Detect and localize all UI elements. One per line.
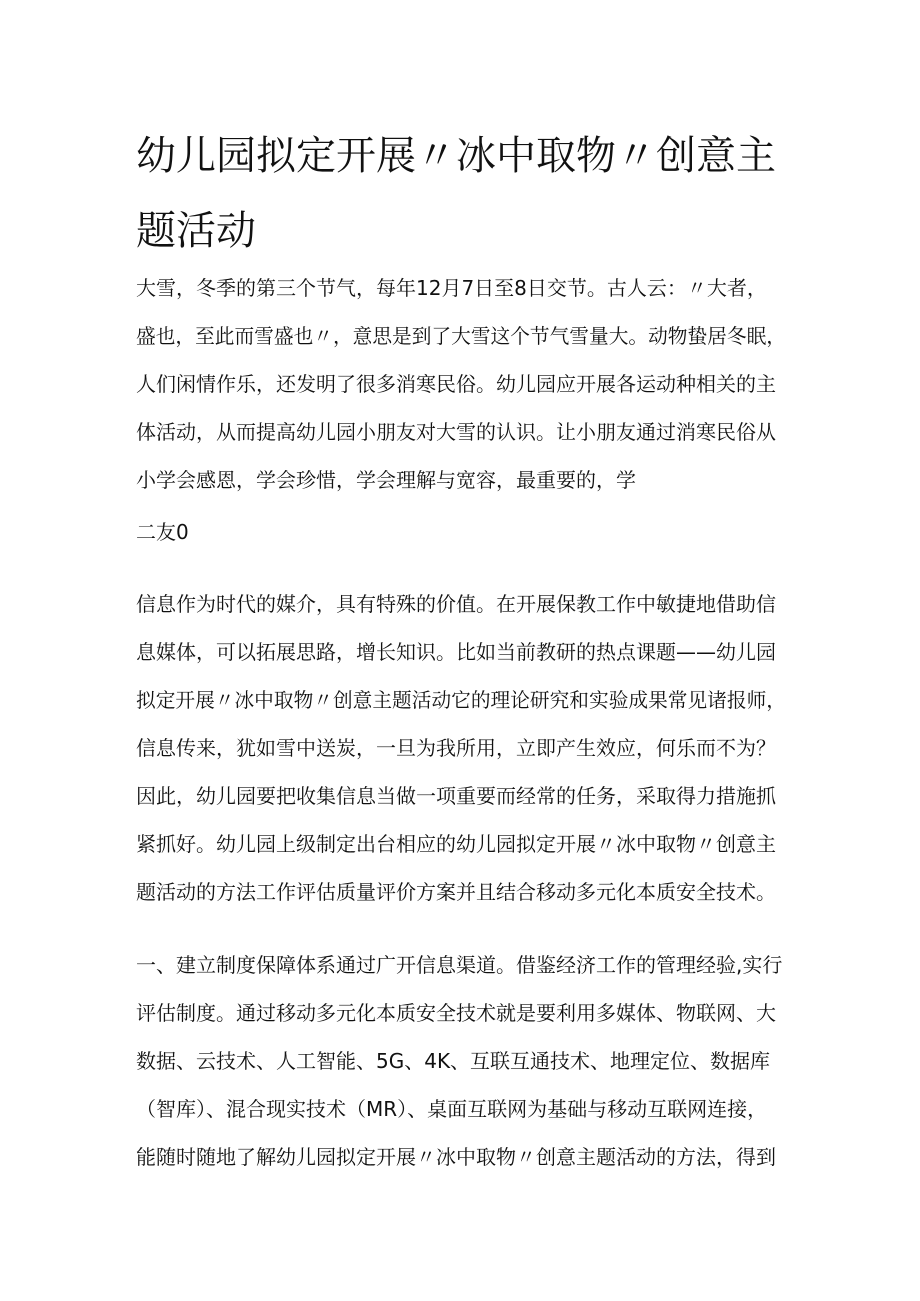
paragraph-3-line-4: （智库）、混合现实技术（MR）、桌面互联网为基础与移动互联网连接， [136, 1097, 768, 1121]
paragraph-1-line-5: 小学会感恩，学会珍惜，学会理解与宽容，最重要的，学 [136, 468, 636, 492]
paragraph-3-line-2: 评估制度。通过移动多元化本质安全技术就是要利用多媒体、物联网、大 [136, 1001, 776, 1025]
paragraph-3-line-1: 一、建立制度保障体系通过广开信息渠道。借鉴经济工作的管理经验,实行 [136, 953, 783, 977]
paragraph-2-line-3: 拟定开展〃冰中取物〃创意主题活动它的理论研究和实验成果常见诸报师， [136, 688, 786, 712]
paragraph-2-line-6: 紧抓好。幼儿园上级制定出台相应的幼儿园拟定开展〃冰中取物〃创意主 [136, 832, 776, 856]
paragraph-3-line-3: 数据、云技术、人工智能、5G、4K、互联互通技术、地理定位、数据库 [136, 1049, 771, 1073]
paragraph-2-line-1: 信息作为时代的媒介，具有特殊的价值。在开展保教工作中敏捷地借助信 [136, 592, 776, 616]
paragraph-2-line-5: 因此，幼儿园要把收集信息当做一项重要而经常的任务，采取得力措施抓 [136, 784, 776, 808]
paragraph-1-line-6: 二友0 [136, 520, 189, 544]
paragraph-2-line-7: 题活动的方法工作评估质量评价方案并且结合移动多元化本质安全技术。 [136, 880, 776, 904]
paragraph-2-line-4: 信息传来，犹如雪中送炭，一旦为我所用，立即产生效应，何乐而不为？ [136, 736, 776, 760]
paragraph-2-line-2: 息媒体，可以拓展思路，增长知识。比如当前教研的热点课题——幼儿园 [136, 640, 776, 664]
paragraph-3-line-5: 能随时随地了解幼儿园拟定开展〃冰中取物〃创意主题活动的方法，得到 [136, 1145, 776, 1169]
paragraph-1-line-4: 体活动，从而提高幼儿园小朋友对大雪的认识。让小朋友通过消寒民俗从 [136, 420, 776, 444]
paragraph-1-line-1: 大雪，冬季的第三个节气，每年12月7日至8日交节。古人云：〃大者， [136, 276, 767, 300]
page-title-line-2: 题活动 [136, 208, 256, 254]
paragraph-1-line-2: 盛也，至此而雪盛也〃，意思是到了大雪这个节气雪量大。动物蛰居冬眠， [136, 324, 786, 348]
page-title-line-1: 幼儿园拟定开展〃冰中取物〃创意主 [136, 133, 776, 179]
paragraph-1-line-3: 人们闲情作乐，还发明了很多消寒民俗。幼儿园应开展各运动种相关的主 [136, 372, 776, 396]
